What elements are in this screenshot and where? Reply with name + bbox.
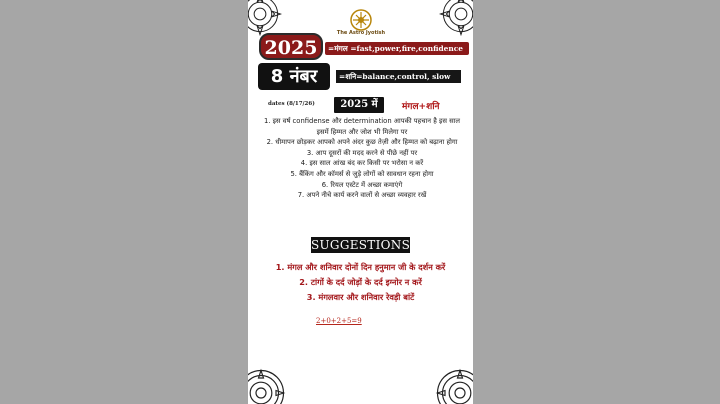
mandala-ornament-icon <box>248 368 286 404</box>
list-item: 2. टांगों के दर्द जोड़ों के दर्द इग्नोर न करें <box>299 277 422 287</box>
list-item: 1. इस वर्ष confidense और determination आपकी पहचान है इस साल इसमें हिम्मत और जोश भी मिलेगा पर <box>263 117 461 136</box>
suggestions-heading: SUGGESTIONS <box>311 238 411 252</box>
shani-traits: =शनि=balance,control, slow <box>336 70 461 83</box>
year-in-badge: 2025 में <box>334 97 384 113</box>
mandala-ornament-icon <box>439 0 473 36</box>
number-badge: 8 नंबर <box>258 63 330 90</box>
mandala-ornament-icon <box>435 368 473 404</box>
number-calculation: 2+0+2+5=9 <box>316 317 362 325</box>
brand-name: The Astro Jyotish <box>336 30 386 36</box>
list-item: 1. मंगल और शनिवार दोनों दिन हनुमान जी के दर्शन करें <box>275 262 446 272</box>
list-item: 3. मंगलवार और शनिवार रेवड़ी बांटें <box>306 292 415 302</box>
list-item: 4. इस साल आंख बंद कर किसी पर भरोसा न करें <box>300 159 424 168</box>
year-badge: 2025 <box>259 33 323 60</box>
suggestions-list <box>248 260 473 305</box>
planets-label: मंगल+शनि <box>402 102 440 112</box>
list-item: 6. रियल एस्टेट में अच्छा कमाएंगे <box>321 180 403 189</box>
list-item: 7. अपने नीचे कार्य करने वालों से अच्छा व्यवहार रखें <box>297 191 427 200</box>
mangal-traits: =मंगल =fast,power,fire,confidence <box>325 42 469 55</box>
list-item: 2. धीमापन छोड़कर आपको अपने अंदर कुछ तेज़ी और हिम्मत को बढ़ाना होगा <box>266 138 458 147</box>
list-item: 3. आप दूसरों की मदद करने से पीछे नहीं पर <box>306 148 418 157</box>
list-item: 5. बैंकिंग और कॉमर्स से जुड़े लोगों को सावधान रहना होगा <box>290 169 434 178</box>
prediction-list <box>262 116 462 201</box>
mandala-ornament-icon <box>248 0 282 36</box>
dates-label: dates (8/17/26) <box>268 101 315 107</box>
horoscope-card <box>248 0 473 404</box>
